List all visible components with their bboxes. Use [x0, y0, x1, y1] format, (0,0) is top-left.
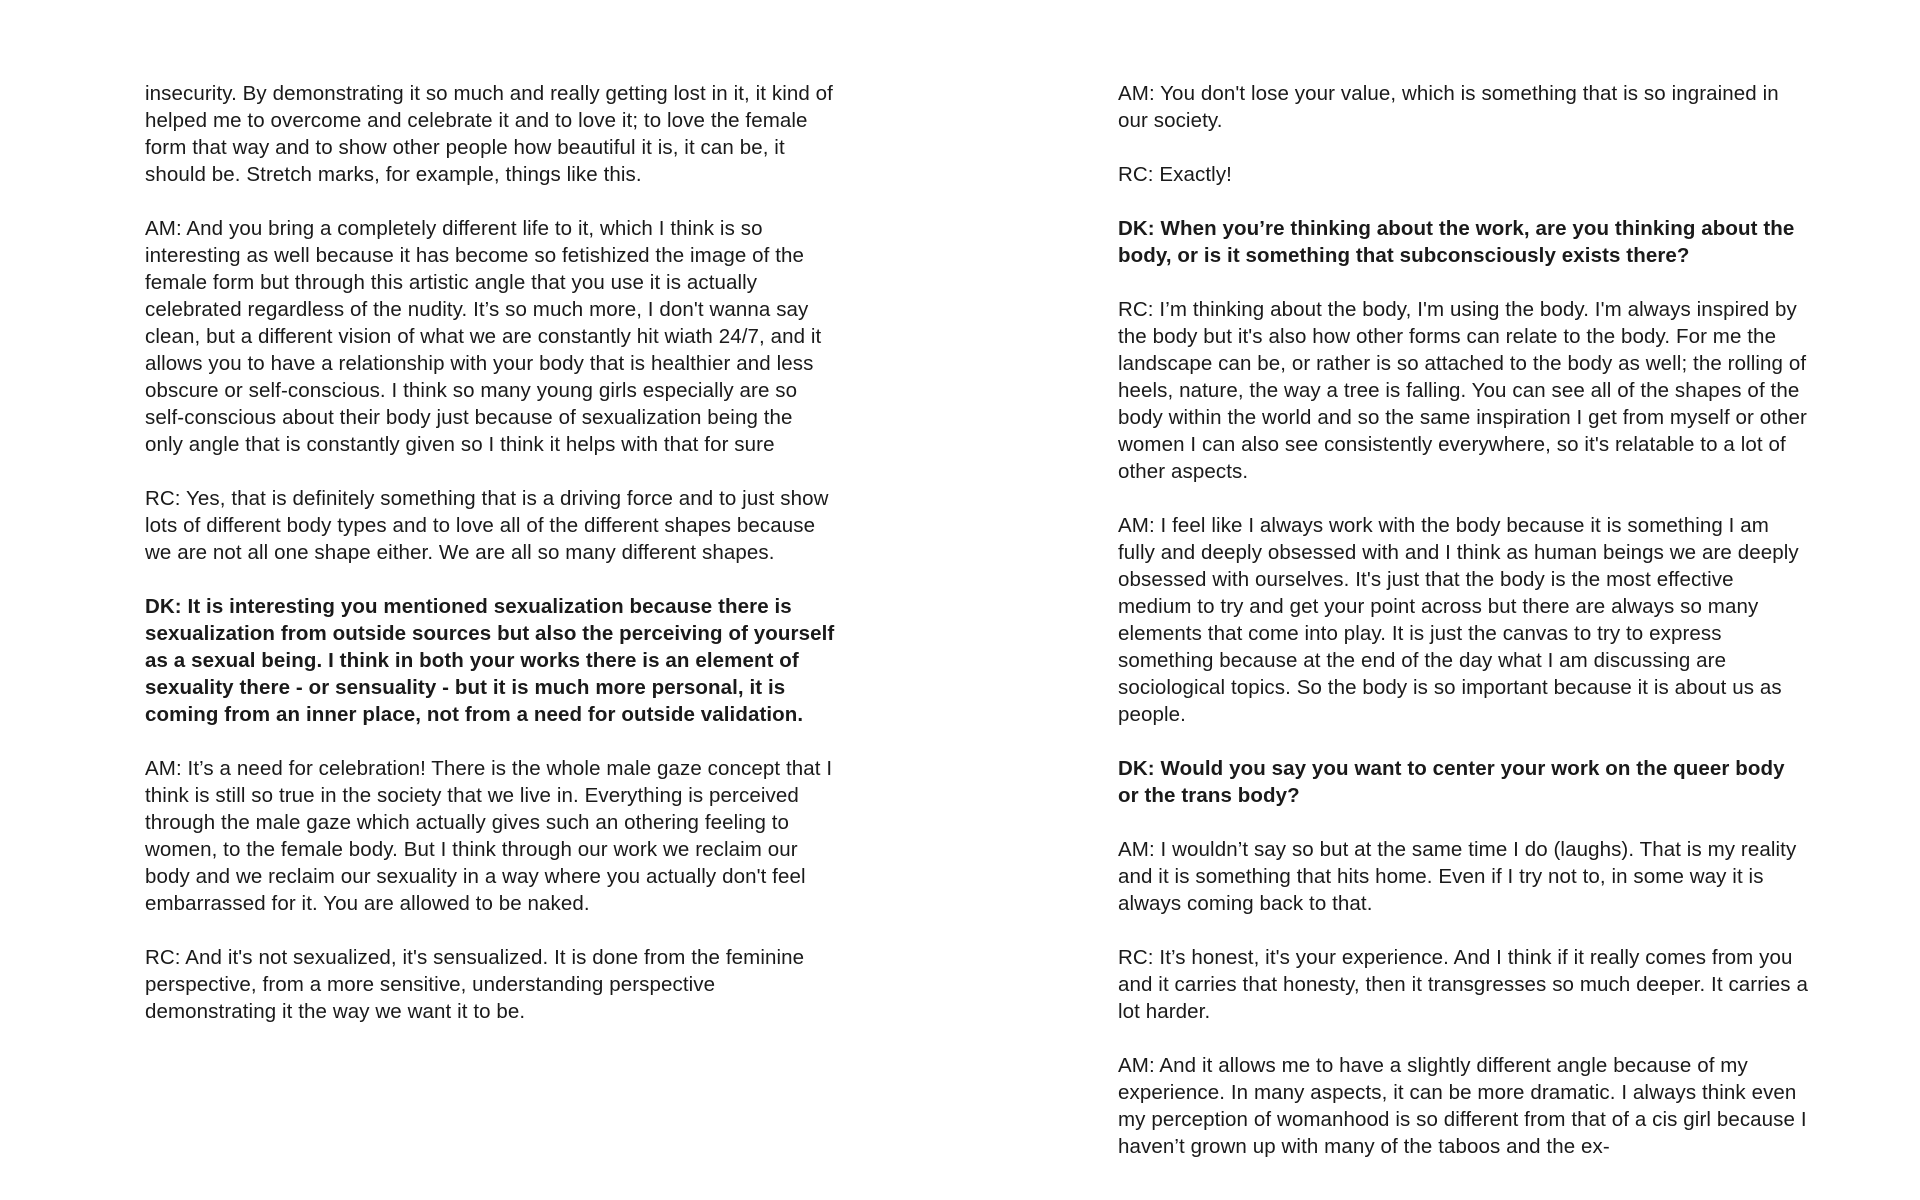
paragraph: AM: I wouldn’t say so but at the same time I do (laughs). That is my reality and it is something that hits home. Even if I try not to, in some way it is always coming back to that.	[1118, 838, 1797, 915]
right-page-column	[1118, 80, 1808, 1160]
paragraph: RC: Exactly!	[1118, 163, 1232, 186]
paragraph: RC: I’m thinking about the body, I'm using the body. I'm always inspired by the body but it's also how other forms can relate to the body. For me the landscape can be, or rather is so attached to the body as well; the rolling of heels, nature, the way a tree is falling. You can see all of the shapes of the body within the world and so the same inspiration I get from myself or other women I can also see consistently everywhere, so it's relatable to a lot of other aspects.	[1118, 298, 1807, 483]
interviewer-question: DK: It is interesting you mentioned sexualization because there is sexualization from outside sources but also the perceiving of yourself as a sexual being. I think in both your works there is an element of sexuality there - or sensuality - but it is much more personal, it is coming from an inner place, not from a need for outside validation.	[145, 595, 835, 726]
paragraph: AM: And it allows me to have a slightly different angle because of my experience. In many aspects, it can be more dramatic. I always think even my perception of womanhood is so different from that of a cis girl because I haven’t grown up with many of the taboos and the ex-	[1118, 1054, 1807, 1158]
left-page-column	[145, 80, 835, 1025]
paragraph: RC: And it's not sexualized, it's sensualized. It is done from the feminine perspective, from a more sensitive, understanding perspective demonstrating it the way we want it to be.	[145, 946, 805, 1023]
paragraph: AM: It’s a need for celebration! There is the whole male gaze concept that I think is still so true in the society that we live in. Everything is perceived through the male gaze which actually gives such an othering feeling to women, to the female body. But I think through our work we reclaim our body and we reclaim our sexuality in a way where you actually don't feel embarrassed for it. You are allowed to be naked.	[145, 757, 833, 915]
interviewer-question: DK: When you’re thinking about the work, are you thinking about the body, or is it something that subconsciously exists there?	[1118, 217, 1795, 267]
paragraph: RC: Yes, that is definitely something that is a driving force and to just show lots of different body types and to love all of the different shapes because we are not all one shape either. We are all so many different shapes.	[145, 487, 829, 564]
paragraph: AM: And you bring a completely different life to it, which I think is so interesting as well because it has become so fetishized the image of the female form but through this artistic angle that you use it is actually celebrated regardless of the nudity. It’s so much more, I don't wanna say clean, but a different vision of what we are constantly hit wiath 24/7, and it allows you to have a relationship with your body that is healthier and less obscure or self-conscious. I think so many young girls especially are so self-conscious about their body just because of sexualization being the only angle that is constantly given so I think it helps with that for sure	[145, 217, 822, 456]
paragraph: AM: You don't lose your value, which is something that is so ingrained in our society.	[1118, 82, 1779, 132]
paragraph: RC: It’s honest, it's your experience. And I think if it really comes from you and it carries that honesty, then it transgresses so much deeper. It carries a lot harder.	[1118, 946, 1808, 1023]
paragraph: insecurity. By demonstrating it so much and really getting lost in it, it kind of helped me to overcome and celebrate it and to love it; to love the female form that way and to show other people how beautiful it is, it can be, it should be. Stretch marks, for example, things like this.	[145, 82, 833, 186]
interviewer-question: DK: Would you say you want to center your work on the queer body or the trans body?	[1118, 757, 1785, 807]
paragraph: AM: I feel like I always work with the body because it is something I am fully and deeply obsessed with and I think as human beings we are deeply obsessed with ourselves. It's just that the body is the most effective medium to try and get your point across but there are always so many elements that come into play. It is just the canvas to try to express something because at the end of the day what I am discussing are sociological topics. So the body is so important because it is about us as people.	[1118, 514, 1799, 726]
